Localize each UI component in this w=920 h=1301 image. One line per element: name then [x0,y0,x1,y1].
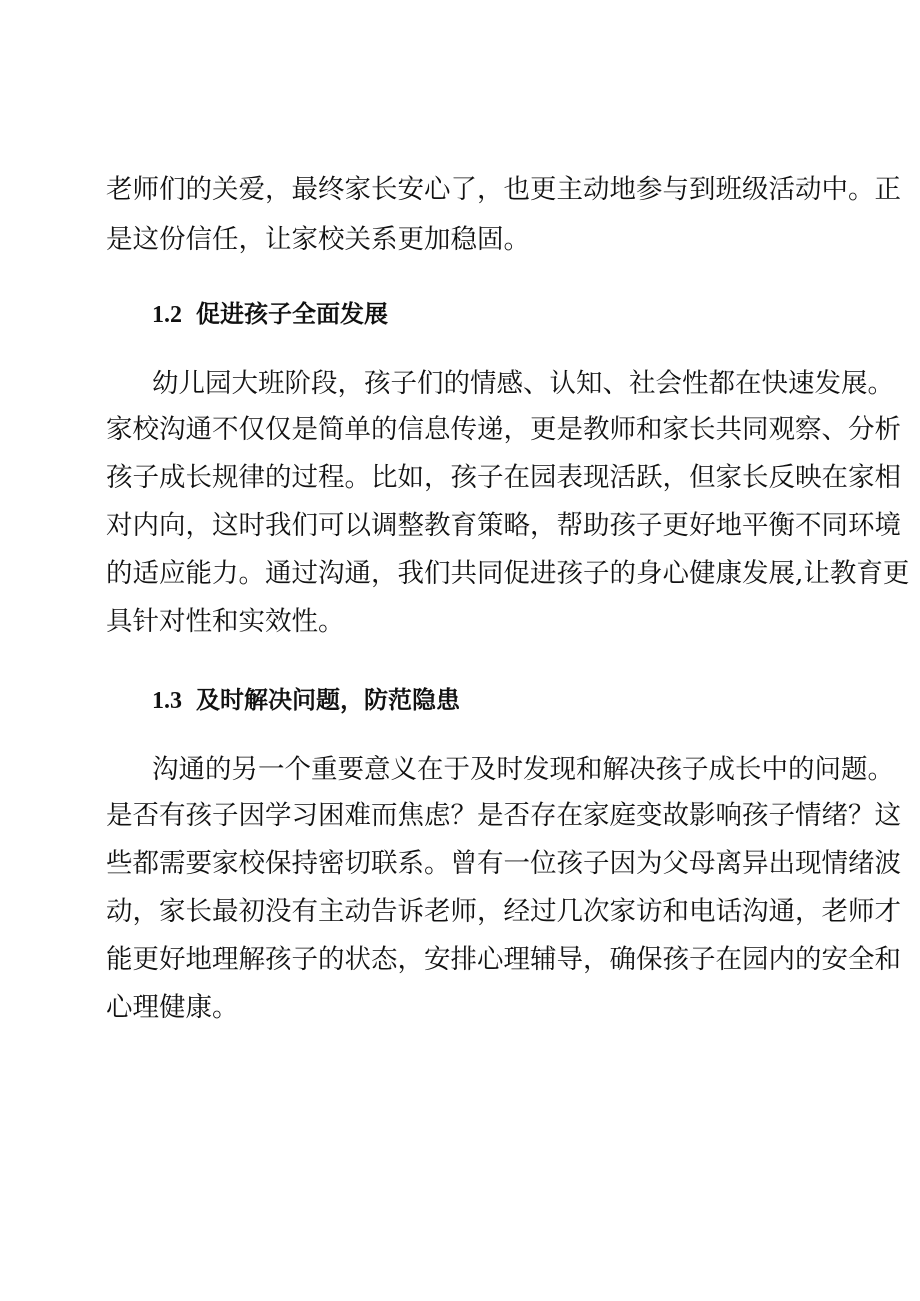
paragraph-line: 家校沟通不仅仅是简单的信息传递，更是教师和家长共同观察、分析 [106,414,901,445]
paragraph-line: 对内向，这时我们可以调整教育策略，帮助孩子更好地平衡不同环境 [106,510,901,541]
section-heading-1-2 [152,298,388,331]
intro-line-1: 老师们的关爱，最终家长安心了，也更主动地参与到班级活动中。正 [106,174,901,205]
paragraph-line: 能更好地理解孩子的状态，安排心理辅导，确保孩子在园内的安全和 [106,944,901,975]
paragraph-line: 幼儿园大班阶段，孩子们的情感、认知、社会性都在快速发展。 [152,368,894,399]
section-title: 促进孩子全面发展 [196,299,388,328]
section-number: 1.2 [152,302,182,328]
paragraph-line: 些都需要家校保持密切联系。曾有一位孩子因为父母离异出现情绪波 [106,848,901,879]
paragraph-line: 心理健康。 [106,992,239,1023]
paragraph-line: 孩子成长规律的过程。比如，孩子在园表现活跃，但家长反映在家相 [106,462,901,493]
paragraph-line: 的适应能力。通过沟通，我们共同促进孩子的身心健康发展,让教育更 [106,558,910,589]
section-heading-1-3 [152,684,460,717]
paragraph-line: 是否有孩子因学习困难而焦虑？是否存在家庭变故影响孩子情绪？这 [106,800,901,831]
section-number: 1.3 [152,688,182,714]
paragraph-line: 沟通的另一个重要意义在于及时发现和解决孩子成长中的问题。 [152,754,894,785]
section-title: 及时解决问题，防范隐患 [196,685,460,714]
paragraph-line: 具针对性和实效性。 [106,606,345,637]
intro-line-2: 是这份信任，让家校关系更加稳固。 [106,224,530,255]
paragraph-line: 动，家长最初没有主动告诉老师，经过几次家访和电话沟通，老师才 [106,896,901,927]
